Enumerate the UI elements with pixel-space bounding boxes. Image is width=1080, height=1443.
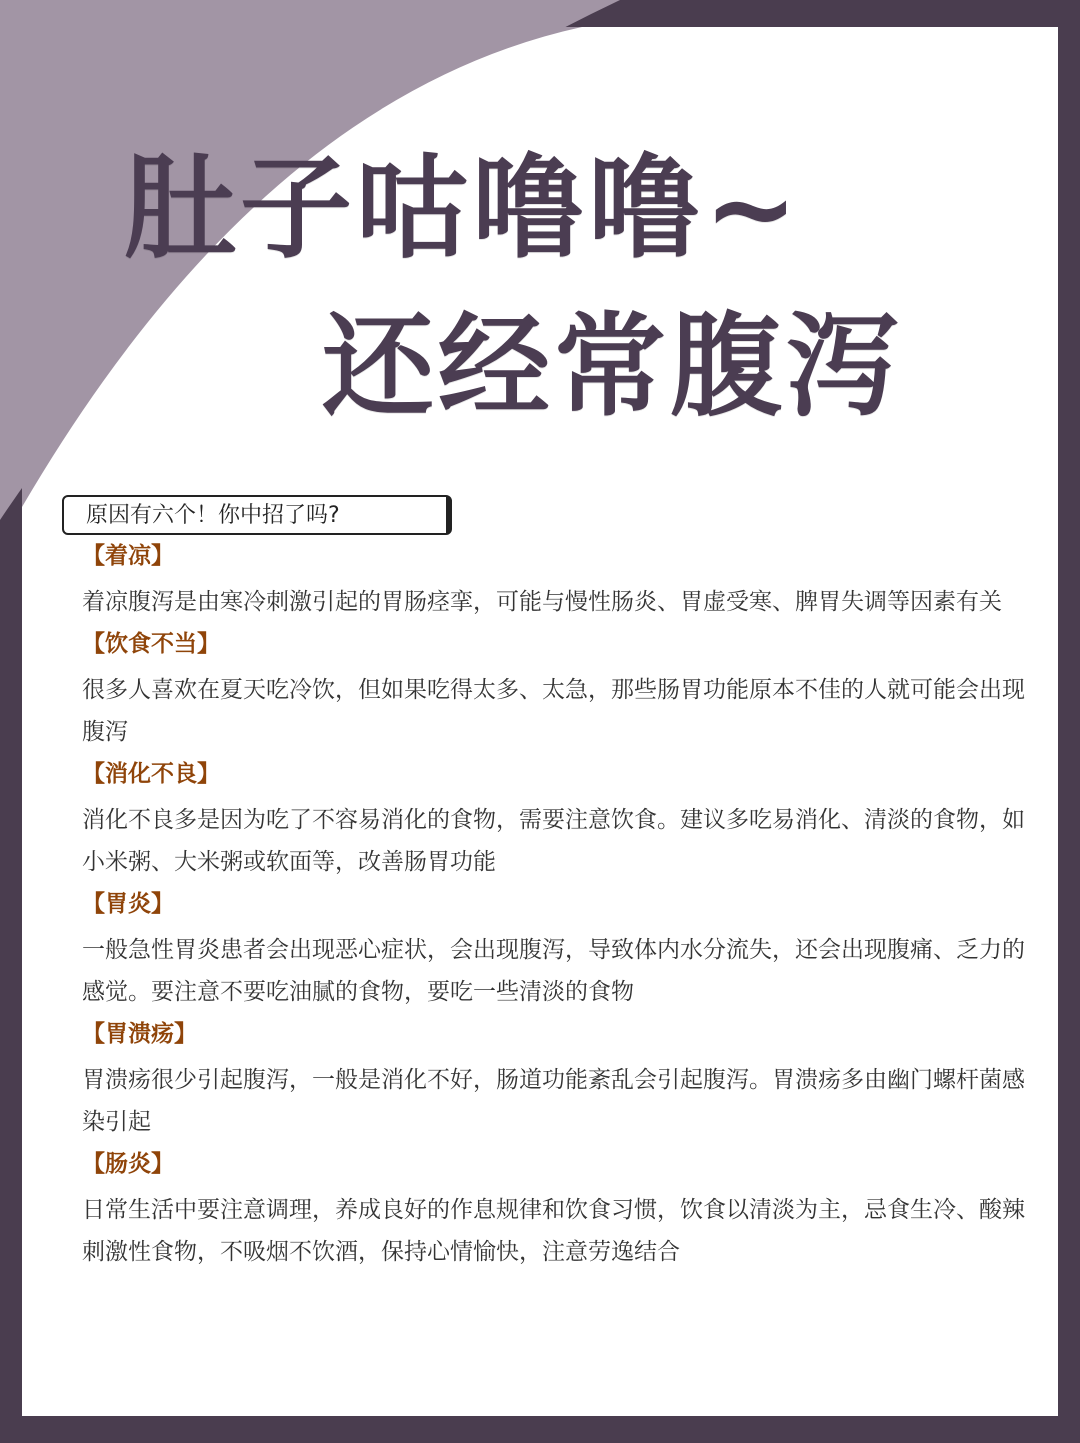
section-heading: 【肠炎】 xyxy=(82,1151,174,1177)
title-line-2: 还经常腹泻 xyxy=(322,302,902,432)
section-weikuiyang xyxy=(82,1017,1042,1143)
section-body: 消化不良多是因为吃了不容易消化的食物，需要注意饮食。建议多吃易消化、清淡的食物，如小米粥、大米粥或软面等，改善肠胃功能 xyxy=(82,807,1025,875)
section-body: 很多人喜欢在夏天吃冷饮，但如果吃得太多、太急，那些肠胃功能原本不佳的人就可能会出现腹泻 xyxy=(82,677,1025,745)
section-yinshi xyxy=(82,627,1042,753)
section-body: 一般急性胃炎患者会出现恶心症状，会出现腹泻，导致体内水分流失，还会出现腹痛、乏力的感觉。要注意不要吃油腻的食物，要吃一些清淡的食物 xyxy=(82,937,1025,1005)
section-weiyan xyxy=(82,887,1042,1013)
section-heading: 【着凉】 xyxy=(82,543,174,569)
section-body: 日常生活中要注意调理，养成良好的作息规律和饮食习惯，饮食以清淡为主，忌食生冷、酸辣刺激性食物，不吸烟不饮酒，保持心情愉快，注意劳逸结合 xyxy=(82,1197,1025,1265)
section-changyan xyxy=(82,1147,1042,1273)
subtitle-text: 原因有六个！你中招了吗? xyxy=(86,503,340,528)
content-card xyxy=(22,27,1058,1416)
section-body: 着凉腹泻是由寒冷刺激引起的胃肠痉挛，可能与慢性肠炎、胃虚受寒、脾胃失调等因素有关 xyxy=(82,589,1002,615)
subtitle-box xyxy=(62,495,452,535)
section-body: 胃溃疡很少引起腹泻，一般是消化不好，肠道功能紊乱会引起腹泻。胃溃疡多由幽门螺杆菌感染引起 xyxy=(82,1067,1025,1135)
section-heading: 【消化不良】 xyxy=(82,761,220,787)
section-heading: 【饮食不当】 xyxy=(82,631,220,657)
section-heading: 【胃溃疡】 xyxy=(82,1021,197,1047)
section-zhaoliang xyxy=(82,539,1042,623)
sections-list xyxy=(82,539,1042,1277)
section-xiaohua xyxy=(82,757,1042,883)
title-line-1: 肚子咕噜噜~ xyxy=(124,144,802,274)
section-heading: 【胃炎】 xyxy=(82,891,174,917)
